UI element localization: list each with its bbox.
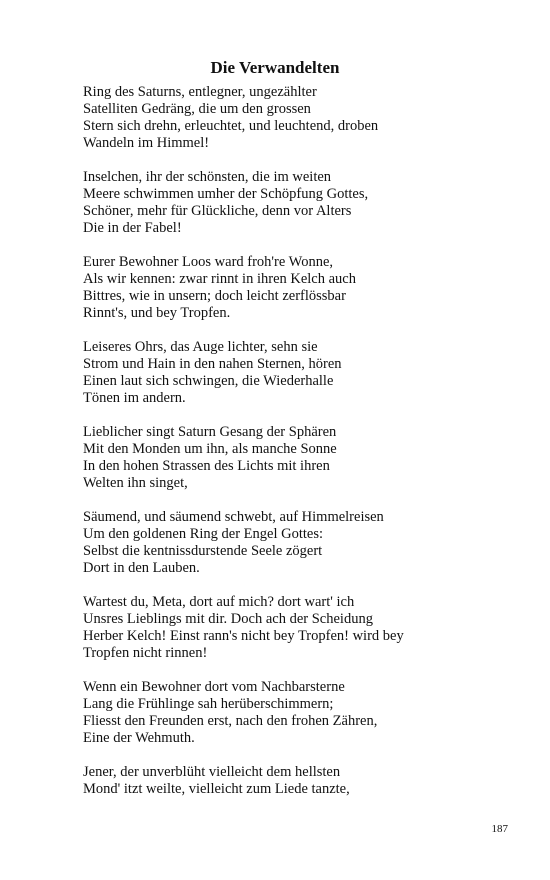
stanza — [83, 339, 483, 407]
poem-line: Stern sich drehn, erleuchtet, und leuchtend, droben — [83, 118, 379, 134]
poem-line: Rinnt's, und bey Tropfen. — [83, 305, 231, 321]
stanza — [83, 764, 483, 798]
poem-line: Wartest du, Meta, dort auf mich? dort wart' ich — [83, 594, 355, 610]
poem-line: Selbst die kentnissdurstende Seele zögert — [83, 543, 323, 559]
poem-line: Unsres Lieblings mit dir. Doch ach der Scheidung — [83, 611, 373, 627]
poem-line: Säumend, und säumend schwebt, auf Himmelreisen — [83, 509, 384, 525]
poem-line: Inselchen, ihr der schönsten, die im weiten — [83, 169, 332, 185]
poem-line: Tönen im andern. — [83, 390, 186, 406]
stanza — [83, 594, 483, 662]
stanza — [83, 509, 483, 577]
poem-line: Dort in den Lauben. — [83, 560, 200, 576]
poem-line: In den hohen Strassen des Lichts mit ihren — [83, 458, 330, 474]
poem-line: Jener, der unverblüht vielleicht dem hellsten — [83, 764, 341, 780]
poem-line: Mit den Monden um ihn, als manche Sonne — [83, 441, 337, 457]
poem-line: Schöner, mehr für Glückliche, denn vor Alters — [83, 203, 352, 219]
stanza — [83, 254, 483, 322]
poem-line: Eurer Bewohner Loos ward froh're Wonne, — [83, 254, 334, 270]
poem-line: Wenn ein Bewohner dort vom Nachbarsterne — [83, 679, 345, 695]
poem-line: Mond' itzt weilte, vielleicht zum Liede tanzte, — [83, 781, 350, 797]
poem-line: Lieblicher singt Saturn Gesang der Sphären — [83, 424, 337, 440]
poem-line: Eine der Wehmuth. — [83, 730, 195, 746]
poem-line: Tropfen nicht rinnen! — [83, 645, 208, 661]
poem-line: Satelliten Gedräng, die um den grossen — [83, 101, 311, 117]
poem-line: Welten ihn singet, — [83, 475, 188, 491]
poem-line: Als wir kennen: zwar rinnt in ihren Kelch auch — [83, 271, 356, 287]
stanza — [83, 84, 483, 152]
stanza — [83, 169, 483, 237]
poem-line: Lang die Frühlinge sah herüberschimmern; — [83, 696, 334, 712]
poem-line: Leiseres Ohrs, das Auge lichter, sehn sie — [83, 339, 318, 355]
stanza — [83, 424, 483, 492]
poem-line: Einen laut sich schwingen, die Wiederhalle — [83, 373, 334, 389]
poem-line: Fliesst den Freunden erst, nach den frohen Zähren, — [83, 713, 378, 729]
page-number: 187 — [491, 823, 508, 835]
poem-line: Ring des Saturns, entlegner, ungezählter — [83, 84, 317, 100]
poem-line: Wandeln im Himmel! — [83, 135, 210, 151]
poem-line: Um den goldenen Ring der Engel Gottes: — [83, 526, 324, 542]
poem-title: Die Verwandelten — [210, 58, 340, 77]
poem-line: Strom und Hain in den nahen Sternen, hören — [83, 356, 342, 372]
poem-line: Die in der Fabel! — [83, 220, 182, 236]
poem-line: Bittres, wie in unsern; doch leicht zerflössbar — [83, 288, 346, 304]
poem-line: Meere schwimmen umher der Schöpfung Gottes, — [83, 186, 369, 202]
poem-line: Herber Kelch! Einst rann's nicht bey Tropfen! wird bey — [83, 628, 404, 644]
stanza — [83, 679, 483, 747]
poem-body — [83, 84, 483, 815]
